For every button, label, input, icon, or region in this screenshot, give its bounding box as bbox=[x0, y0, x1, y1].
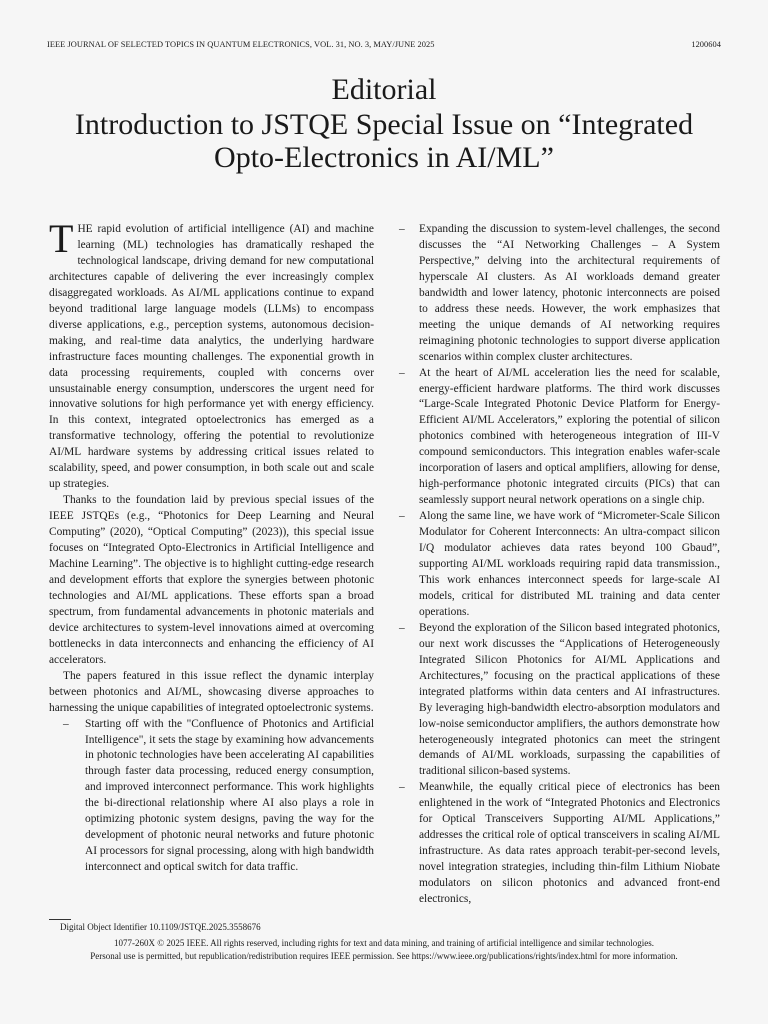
list-item bbox=[49, 717, 374, 877]
title-block bbox=[0, 74, 768, 174]
page-number: 1200604 bbox=[691, 40, 721, 49]
list-item bbox=[399, 621, 720, 781]
journal-header: IEEE JOURNAL OF SELECTED TOPICS IN QUANTUM ELECTRONICS, VOL. 31, NO. 3, MAY/JUNE 2025 bbox=[47, 40, 435, 49]
list-item-text: Along the same line, we have work of “Micrometer-Scale Silicon Modulator for Coherent Interconnects: An ultra-compact silicon I/Q modulator achieves data rates beyond 100 Gbaud”, supporting AI/ML workloads requiring rapid data transmission., This work enhances interconnect speeds for large-scale AI models, critical for distributed ML training and data center operations. bbox=[419, 510, 720, 618]
section-heading: Editorial bbox=[331, 73, 437, 106]
doi-footnote: Digital Object Identifier 10.1109/JSTQE.2025.3558676 bbox=[60, 922, 261, 932]
paper-list-left bbox=[49, 717, 374, 877]
running-header bbox=[47, 40, 721, 52]
list-dash: – bbox=[399, 621, 405, 634]
list-dash: – bbox=[399, 781, 405, 794]
list-item-text: Beyond the exploration of the Silicon based integrated photonics, our next work discusses the “Applications of Heterogeneously Integrated Silicon Photonics for AI/ML Applications and Architectures,” focusing on the practical applications of these integrated platforms within data centers and AI infrastructures. By leveraging high-bandwidth electro-absorption modulators and low-noise semiconductor amplifiers, the authors demonstrate how heterogeneously integrated photonics can meet the stringent demands of AI/ML workloads, surpassing the capabilities of traditional silicon-based systems. bbox=[419, 621, 720, 778]
paragraph-intro bbox=[49, 216, 374, 493]
right-column bbox=[399, 222, 720, 908]
copyright-notice bbox=[0, 937, 768, 962]
copyright-line2: Personal use is permitted, but republication/redistribution requires IEEE permission. See https://www.ieee.org/publications/rights/index.html for more information. bbox=[90, 950, 678, 961]
list-item-text: Starting off with the "Confluence of Photonics and Artificial Intelligence", it sets the stage by examining how advancements in photonic technologies have been accelerating AI capabilities through faster data processing, reduced energy consumption, and improved interconnect performance. This work highlights the bi-directional relationship where AI also plays a role in optimizing photonic system designs, paving the way for the development of photonic neural networks and future photonic AI processors for signal processing, along with high bandwidth interconnect and optical switch for data traffic. bbox=[85, 717, 374, 874]
left-column bbox=[49, 216, 374, 876]
paragraph-intro-text: HE rapid evolution of artificial intelligence (AI) and machine learning (ML) technologies has dramatically reshaped the technological landscape, driving demand for new computational architectures capable of delivering the ever increasingly complex disaggregated workloads. As AI/ML applications continue to expand beyond traditional large language models (LLMs) to encompass diverse applications, e.g., perception systems, autonomous decision-making, and real-time data analytics, the underlying hardware infrastructure faces mounting challenges. The exponential growth in data processing requirements, coupled with concerns over unsustainable energy consumption, underscores the urgent need for innovative solutions for high performance yet with energy efficiency. In this context, integrated optoelectronics has emerged as a transformative technology, offering the potential to revolutionize AI/ML hardware systems by addressing critical issues related to scalability, speed, and power consumption, in both scale out and scale up strategies. bbox=[49, 223, 374, 491]
paper-list-right bbox=[399, 222, 720, 908]
list-dash: – bbox=[399, 223, 405, 235]
list-item bbox=[399, 780, 720, 908]
list-dash: – bbox=[399, 366, 405, 379]
paragraph-foundation: Thanks to the foundation laid by previous special issues of the IEEE JSTQEs (e.g., “Photonics for Deep Learning and Neural Computing” (2020), “Optical Computing” (2023)), this special issue focuses on “Integrated Opto-Electronics in Artificial Intelligence and Machine Learning”. The objective is to highlight cutting-edge research and development efforts that explore the synergies between photonic technologies and AI/ML applications. These efforts span a broad spectrum, from fundamental advancements in photonic materials and device architectures to system-level innovations aimed at overcoming bottlenecks in data interconnects and enhancing the efficiency of AI accelerators. bbox=[49, 494, 374, 666]
drop-cap: T bbox=[49, 216, 74, 261]
list-item bbox=[399, 366, 720, 510]
footnote bbox=[49, 919, 374, 932]
paragraph-papers: The papers featured in this issue reflect the dynamic interplay between photonics and AI/ML, showcasing diverse approaches to harnessing the unique capabilities of integrated optoelectronic systems. bbox=[49, 669, 374, 714]
copyright-line1: 1077-260X © 2025 IEEE. All rights reserved, including rights for text and data mining, and training of artificial intelligence and similar technologies. bbox=[114, 938, 654, 948]
list-item bbox=[399, 222, 720, 366]
list-dash: – bbox=[399, 510, 405, 523]
list-item-text: Meanwhile, the equally critical piece of electronics has been enlightened in the work of “Integrated Photonics and Electronics for Optical Transceivers Supporting AI/ML Applications,” addresses the critical role of optical transceivers in scaling AI/ML infrastructure. As data rates approach terabit-per-second levels, novel integration strategies, including thin-film Lithium Niobate modulators on silicon photonics and advanced front-end electronics, bbox=[419, 781, 720, 906]
list-item-text: At the heart of AI/ML acceleration lies the need for scalable, energy-efficient hardware platforms. The third work discusses “Large-Scale Integrated Photonic Device Platform for Energy-Efficient AI/ML Accelerators,” exploring the potential of silicon photonics combined with heterogeneous integration of III-V compound semiconductors. This integration enables wafer-scale incorporation of lasers and optical amplifiers, allowing for dense, high-performance photonic integrated circuits (PICs) that can seamlessly support neural network operations on a single chip. bbox=[419, 366, 720, 507]
article-title-line1: Introduction to JSTQE Special Issue on “Integrated bbox=[74, 108, 694, 141]
list-dash: – bbox=[63, 717, 69, 730]
footnote-rule bbox=[49, 919, 71, 920]
list-item-text: Expanding the discussion to system-level challenges, the second discusses the “AI Networking Challenges – A System Perspective,” delving into the architectural requirements of hyperscale AI clusters. As AI workloads demand greater bandwidth and lower latency, photonic interconnects are poised to address these needs. However, the work emphasizes that meeting the unique demands of AI networking requires reimagining photonic technologies to support diverse application scenarios within complex cluster architectures. bbox=[419, 223, 720, 363]
list-item bbox=[399, 509, 720, 621]
article-title-line2: Opto-Electronics in AI/ML” bbox=[214, 141, 554, 174]
